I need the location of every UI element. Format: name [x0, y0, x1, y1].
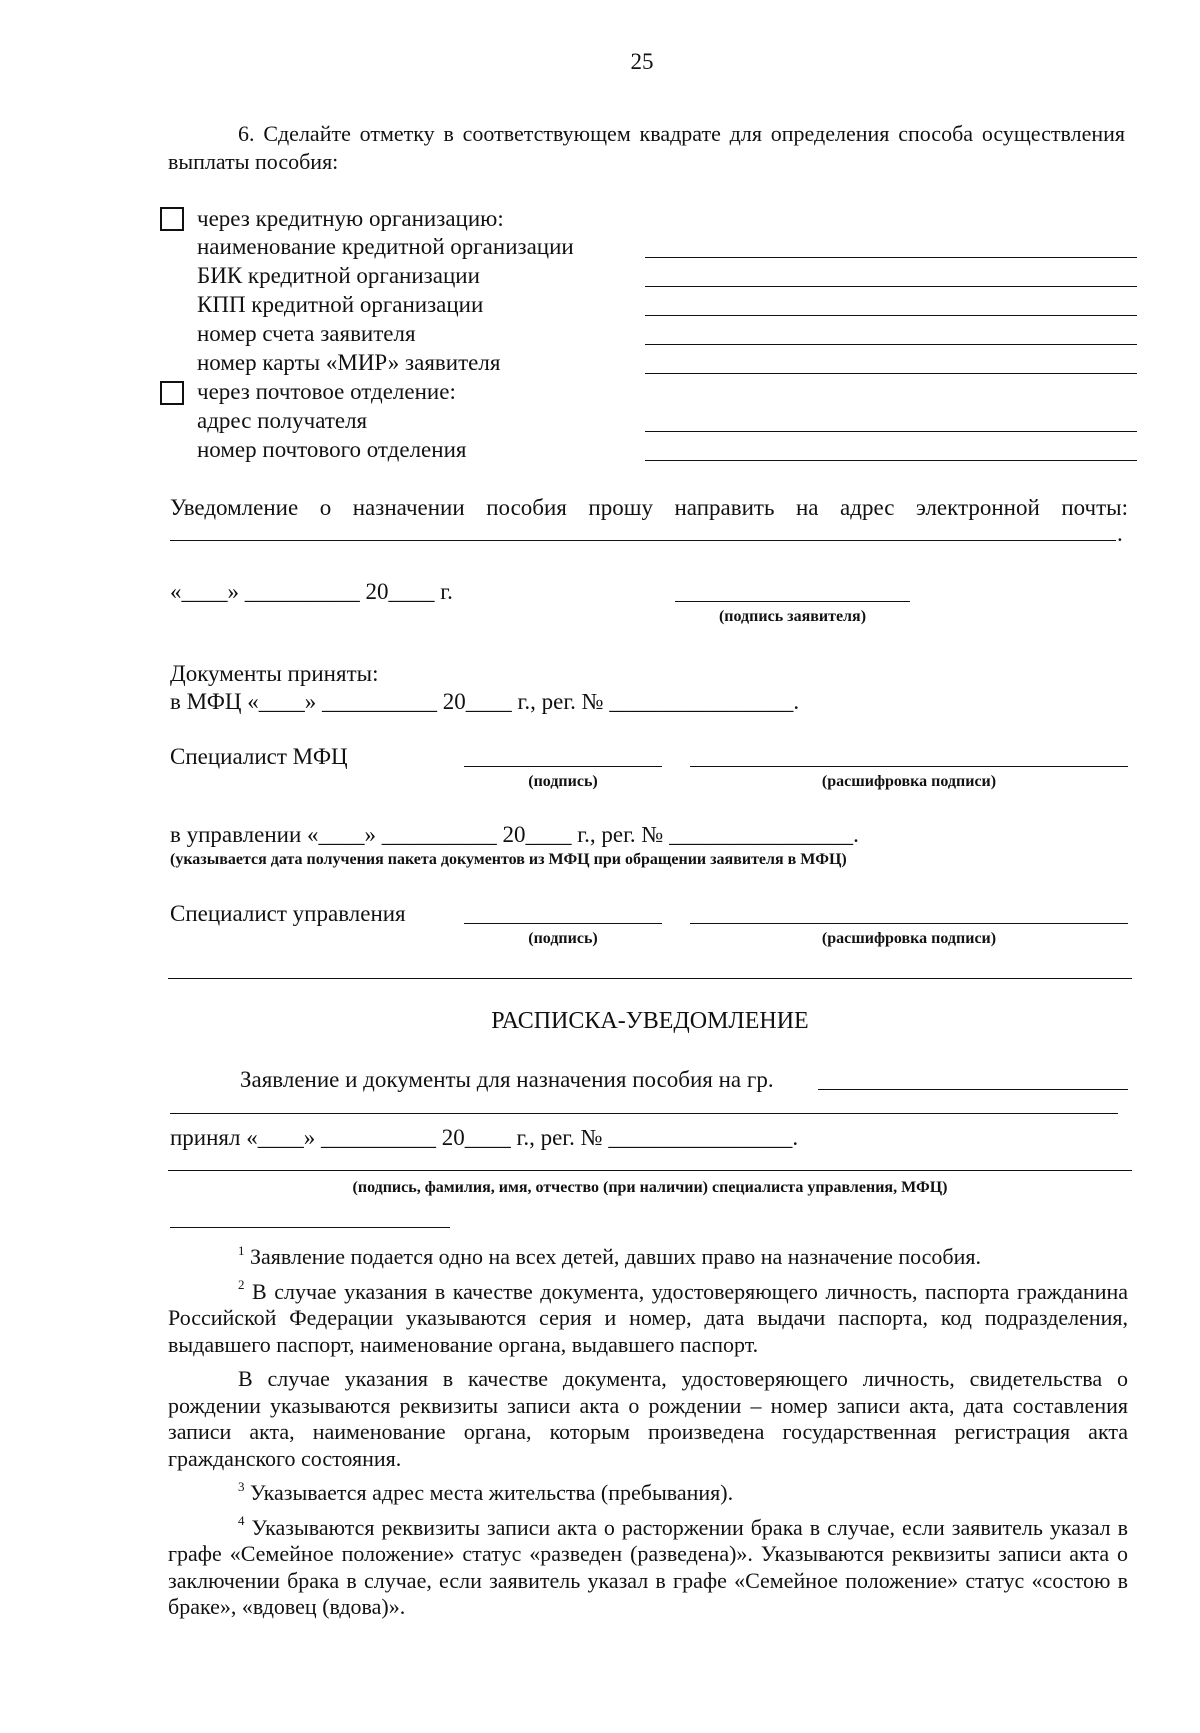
post-option-checkbox[interactable] [160, 381, 184, 405]
section6-intro [168, 120, 1125, 176]
notify-email-text: Уведомление о назначении пособия прошу направить на адрес электронной почты: [170, 495, 1128, 520]
bank-name-field[interactable] [645, 257, 1137, 258]
post-office-number-field[interactable] [645, 460, 1137, 461]
footnote-2b-text: В случае указания в качестве документа, удостоверяющего личность, свидетельства о рождении указываются реквизиты записи акта о рождении – номер записи акта, дата составления записи акта, наименование органа, которым произведена государственная регистрация акта гражданского состояния. [168, 1366, 1128, 1471]
mir-card-field[interactable] [645, 373, 1137, 374]
bank-option-checkbox[interactable] [160, 207, 184, 231]
mfc-specialist-label: Специалист МФЦ [170, 744, 348, 769]
footnote-2-text: В случае указания в качестве документа, удостоверяющего личность, паспорта гражданина Российской Федерации указываются серия и номер, дата выдачи паспорта, код подразделения, выдавшего паспорт, наименование органа, выдавшего паспорт. [168, 1278, 1129, 1357]
footnote-3-text: Указывается адрес места жительства (пребывания). [250, 1480, 734, 1505]
receipt-citizen-field[interactable] [818, 1089, 1128, 1090]
mfc-decoding-field[interactable] [690, 766, 1128, 767]
page-number: 25 [630, 49, 654, 74]
applicant-signature-field[interactable] [675, 601, 910, 602]
section-separator [168, 978, 1132, 979]
footnote-2-mark: 2 [238, 1277, 245, 1293]
bank-bik-label: БИК кредитной организации [197, 263, 480, 288]
email-field[interactable] [170, 540, 1116, 541]
footnotes [168, 1244, 1128, 1621]
account-number-label: номер счета заявителя [197, 321, 416, 346]
mfc-decoding-caption: (расшифровка подписи) [821, 773, 997, 790]
dept-specialist-label: Специалист управления [170, 901, 406, 926]
mir-card-label: номер карты «МИР» заявителя [197, 350, 501, 375]
footnote-separator [170, 1227, 450, 1228]
bank-name-label: наименование кредитной организации [197, 234, 574, 259]
dept-decoding-field[interactable] [690, 923, 1128, 924]
footnote-3 [168, 1480, 1128, 1507]
application-date: «____» __________ 20____ г. [170, 579, 453, 604]
footnote-4 [168, 1515, 1128, 1621]
footnote-2b [168, 1366, 1128, 1472]
receipt-signature-caption: (подпись, фамилия, имя, отчество (при наличии) специалиста управления, МФЦ) [352, 1179, 948, 1196]
recipient-address-field[interactable] [645, 431, 1137, 432]
footnote-2 [168, 1279, 1128, 1359]
email-field-period: . [1117, 521, 1123, 546]
receipt-signature-field[interactable] [168, 1170, 1132, 1171]
dept-signature-field[interactable] [464, 923, 662, 924]
receipt-citizen-field-cont[interactable] [170, 1113, 1118, 1114]
bank-kpp-label: КПП кредитной организации [197, 292, 484, 317]
account-number-field[interactable] [645, 344, 1137, 345]
bank-bik-field[interactable] [645, 286, 1137, 287]
footnote-1 [168, 1244, 1128, 1271]
recipient-address-label: адрес получателя [197, 408, 368, 433]
post-option-label: через почтовое отделение: [197, 379, 456, 404]
footnote-4-text: Указываются реквизиты записи акта о расторжении брака в случае, если заявитель указал в графе «Семейное положение» статус «разведен (разведена)». Указываются реквизиты записи акта о заключении брака в случае, если заявитель указал в графе «Семейное положение» статус «состою в браке», «вдовец (вдова)». [168, 1514, 1128, 1619]
receipt-title: РАСПИСКА-УВЕДОМЛЕНИЕ [491, 1008, 809, 1034]
dept-date-note: (указывается дата получения пакета документов из МФЦ при обращении заявителя в МФЦ) [170, 851, 847, 868]
mfc-signature-caption: (подпись) [528, 773, 598, 790]
receipt-line1: Заявление и документы для назначения пособия на гр. [240, 1067, 774, 1092]
applicant-signature-caption: (подпись заявителя) [718, 608, 867, 625]
bank-kpp-field[interactable] [645, 315, 1137, 316]
mfc-acceptance-line: в МФЦ «____» __________ 20____ г., рег. № ________________. [170, 689, 800, 714]
dept-decoding-caption: (расшифровка подписи) [821, 930, 997, 947]
footnote-1-mark: 1 [238, 1242, 245, 1258]
receipt-line2: принял «____» __________ 20____ г., рег. № ________________. [170, 1125, 799, 1150]
section6-intro-text: 6. Сделайте отметку в соответствующем квадрате для определения способа осуществления выплаты пособия: [168, 121, 1125, 174]
footnote-1-text: Заявление подается одно на всех детей, давших право на назначение пособия. [250, 1244, 982, 1269]
footnote-4-mark: 4 [238, 1513, 245, 1529]
post-office-number-label: номер почтового отделения [197, 437, 467, 462]
docs-accepted-label: Документы приняты: [170, 661, 379, 686]
footnote-3-mark: 3 [238, 1478, 245, 1494]
mfc-signature-field[interactable] [464, 766, 662, 767]
bank-option-label: через кредитную организацию: [197, 206, 504, 231]
dept-signature-caption: (подпись) [528, 930, 598, 947]
dept-acceptance-line: в управлении «____» __________ 20____ г., рег. № ________________. [170, 822, 859, 847]
